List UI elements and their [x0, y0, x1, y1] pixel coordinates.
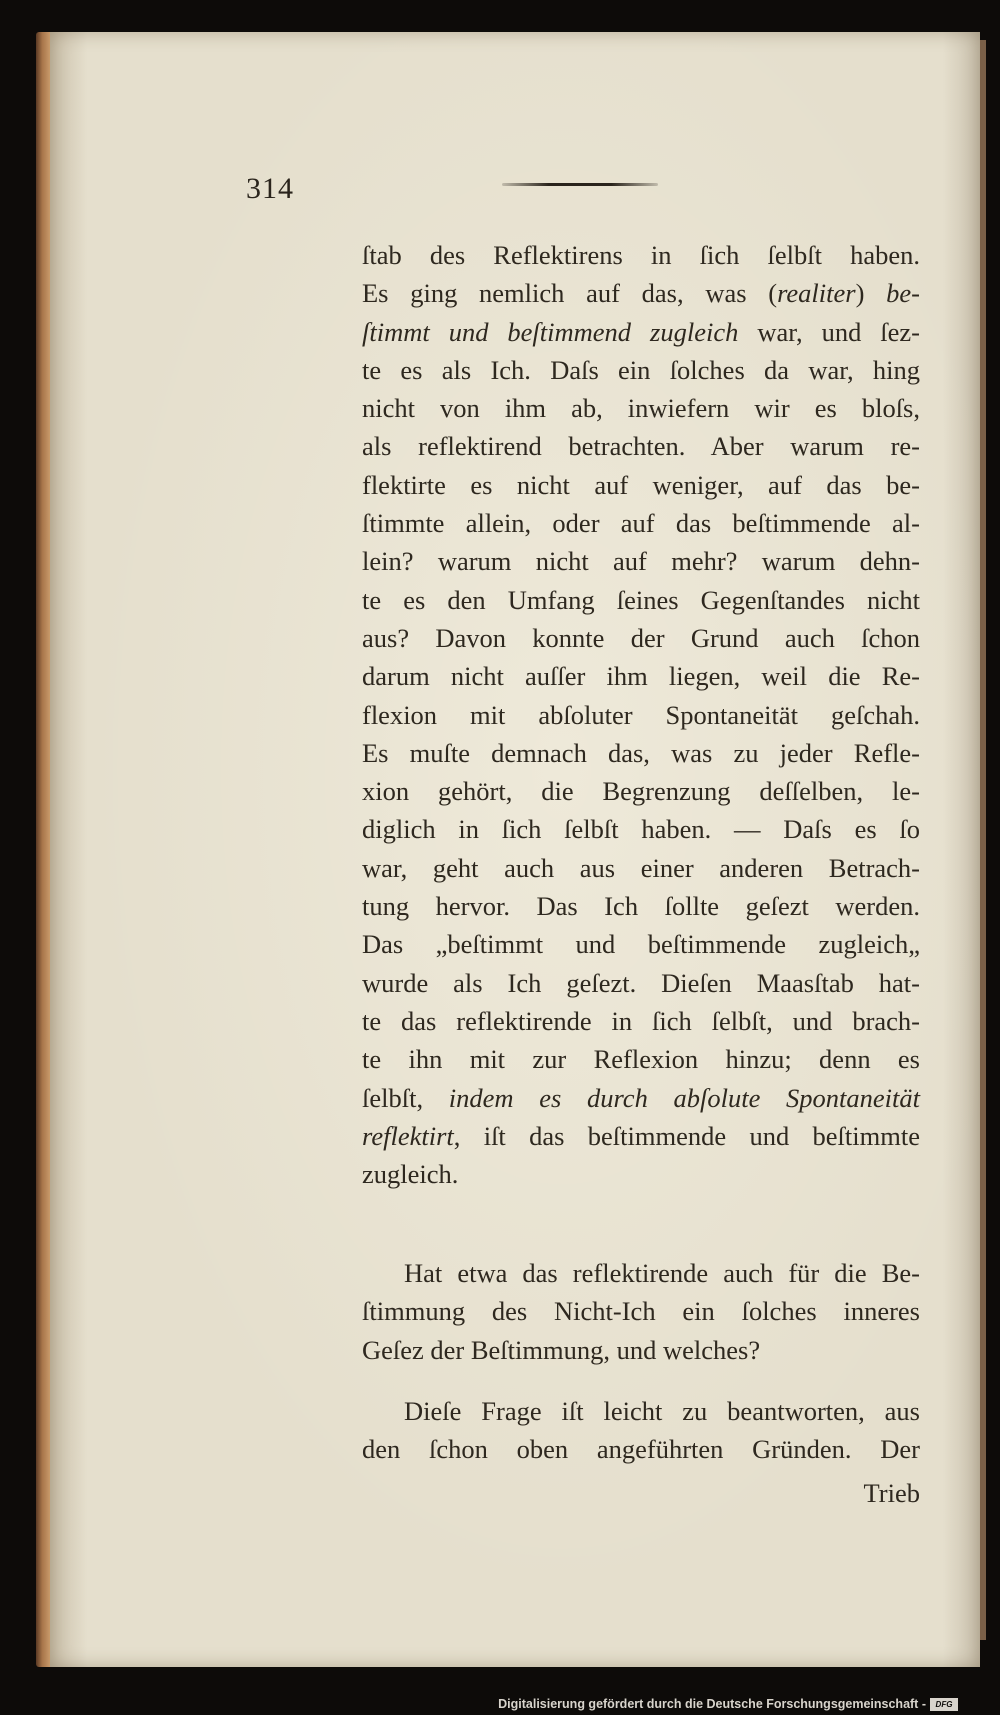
- text-line: ſtab des Reflektirens in ſich ſelbſt haben.: [362, 240, 920, 270]
- digitization-credit: [498, 1697, 958, 1711]
- text-line: lein? warum nicht auf mehr? warum dehn-: [362, 546, 920, 577]
- text-line: flexion mit abſoluter Spontaneität geſchah.: [362, 699, 920, 730]
- text-line: te es den Umfang ſeines Gegenſtandes nicht: [362, 584, 920, 615]
- header-rule: [502, 183, 658, 186]
- paragraph-2: [362, 1254, 920, 1369]
- text-line: Hat etwa das reflektirende auch für die Be-: [404, 1258, 920, 1288]
- text-line: als reflektirend betrachten. Aber warum re-: [362, 431, 920, 462]
- credit-text: Digitalisierung gefördert durch die Deutsche Forschungsgemeinschaft -: [498, 1697, 926, 1711]
- paragraph-3: [362, 1392, 920, 1469]
- text-line: ſelbſt, indem es durch abſolute Spontaneität: [362, 1082, 920, 1113]
- text-line: nicht von ihm ab, inwiefern wir es bloſs,: [362, 393, 920, 424]
- text-line: te das reflektirende in ſich ſelbſt, und brach-: [362, 1005, 920, 1036]
- text-line: aus? Davon konnte der Grund auch ſchon: [362, 622, 920, 653]
- paragraph-1: [362, 236, 920, 1193]
- text-line: te es als Ich. Daſs ein ſolches da war, hing: [362, 354, 920, 385]
- text-line: ſtimmt und beſtimmend zugleich war, und ſez-: [362, 316, 920, 347]
- text-line: Dieſe Frage iſt leicht zu beantworten, aus: [404, 1396, 920, 1426]
- text-line: Geſez der Beſtimmung, und welches?: [362, 1334, 761, 1365]
- text-line: darum nicht auſſer ihm liegen, weil die Re-: [362, 661, 920, 692]
- text-line: Es muſte demnach das, was zu jeder Refle-: [362, 737, 920, 768]
- text-line: den ſchon oben angeführten Gründen. Der: [362, 1434, 920, 1465]
- text-line: te ihn mit zur Reflexion hinzu; denn es: [362, 1044, 920, 1075]
- text-line: Es ging nemlich auf das, was (realiter) be-: [362, 278, 920, 309]
- text-line: war, geht auch aus einer anderen Betrach-: [362, 852, 920, 883]
- catchword: Trieb: [863, 1478, 920, 1508]
- text-line: xion gehört, die Begrenzung deſſelben, le-: [362, 776, 920, 807]
- text-line: Das „beſtimmt und beſtimmende zugleich„: [362, 929, 920, 960]
- text-line: ſtimmte allein, oder auf das beſtimmende al-: [362, 508, 920, 539]
- text-line: reflektirt, iſt das beſtimmende und beſtimmte: [362, 1120, 920, 1151]
- dfg-logo-icon: DFG: [930, 1698, 958, 1711]
- page-number: 314: [246, 172, 294, 205]
- page-edge: [36, 32, 50, 1667]
- text-line: flektirte es nicht auf weniger, auf das be-: [362, 469, 920, 500]
- text-line: zugleich.: [362, 1159, 459, 1190]
- page-right-edge: [980, 40, 986, 1640]
- text-line: ſtimmung des Nicht-Ich ein ſolches inneres: [362, 1296, 920, 1327]
- text-line: tung hervor. Das Ich ſollte geſezt werden.: [362, 891, 920, 922]
- text-line: diglich in ſich ſelbſt haben. — Daſs es ſo: [362, 814, 920, 845]
- text-line: wurde als Ich geſezt. Dieſen Maasſtab hat-: [362, 967, 920, 998]
